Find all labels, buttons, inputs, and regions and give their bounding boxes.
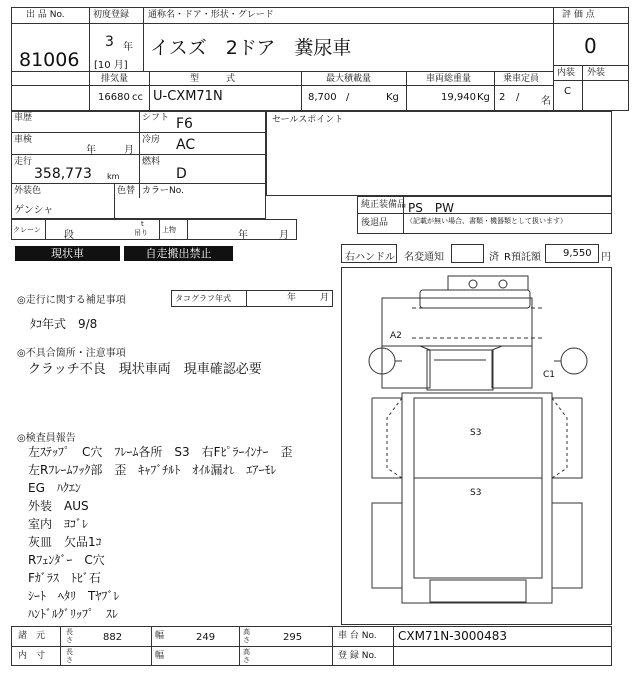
mileage-unit: km: [107, 172, 120, 181]
capacity-slash: /: [516, 92, 520, 103]
damage-mark: C1: [543, 370, 556, 380]
inspector-line: 外装 AUS: [28, 499, 89, 513]
capacity-value: 2: [499, 92, 506, 103]
lot-number: 81006: [19, 49, 80, 71]
interior-label: 内装: [557, 68, 576, 78]
height-label: 高さ: [243, 628, 250, 644]
month-value: [10 月]: [94, 60, 128, 71]
fuel-value: D: [176, 166, 187, 182]
upper-label: 上物: [162, 226, 176, 234]
height-value: 295: [283, 632, 303, 643]
defect-title: ◎不具合箇所・注意事項: [17, 348, 126, 359]
chassis-label: 車 台 No.: [338, 631, 377, 641]
load-slash: /: [346, 92, 350, 103]
color-code-label: カラーNo.: [142, 186, 184, 196]
inspection-year-unit: 年: [86, 145, 96, 156]
inspection-label: 車検: [14, 135, 33, 145]
inspector-line: 左Rﾌﾚｰﾑﾌｯｸ部 歪 ｷｬﾌﾞﾁﾙﾄ ｵｲﾙ漏れ ｴｱｰﾓﾚ: [28, 463, 277, 477]
load-value: 8,700: [308, 92, 337, 103]
recycle-label: R預託額: [504, 252, 541, 263]
inspection-month-unit: 月: [124, 145, 134, 156]
ac-label: 冷房: [142, 135, 161, 145]
inspector-line: ﾊﾝﾄﾞﾙｸﾞﾘｯﾌﾟ ｽﾚ: [28, 607, 119, 621]
color-no-label: 色替: [117, 186, 136, 196]
width-label: 幅: [155, 631, 165, 641]
inner-width-label: 幅: [155, 651, 165, 661]
registration-label: 登 録 No.: [338, 651, 377, 661]
running-note: ﾀｺ年式 9/8: [30, 317, 98, 331]
load-unit: Kg: [386, 92, 399, 103]
capacity-label: 乗車定員: [503, 74, 540, 84]
vehicle-name: イスズ 2ドア 糞尿車: [150, 37, 352, 59]
upper-year-unit: 年: [238, 230, 248, 241]
truck-diagram: [341, 267, 612, 625]
crane-ton-unit: 吊り: [134, 229, 148, 237]
mileage-label: 走行: [14, 157, 33, 167]
model-value: U-CXM71N: [153, 89, 223, 104]
tachograph-label: タコグラフ年式: [175, 294, 231, 303]
ac-value: AC: [176, 137, 196, 153]
displacement-label: 排気量: [101, 74, 129, 84]
model-label: 型 式: [190, 74, 236, 84]
inner-length-label: 長さ: [66, 648, 73, 664]
right-handle-label: 右ハンドル: [345, 252, 395, 263]
equipment-value: PS PW: [408, 201, 454, 215]
recycle-value: 9,550: [563, 248, 592, 259]
year-value: 3: [105, 34, 114, 50]
inspector-line: EG ﾊｸｴﾝ: [28, 481, 81, 495]
name-change-label: 名変通知: [404, 252, 444, 263]
first-reg-label: 初度登録: [93, 10, 130, 20]
inspector-title: ◎検査員報告: [17, 433, 76, 444]
truck-outline-icon: [342, 268, 611, 624]
recycle-prefix: 済: [489, 252, 499, 263]
inner-label: 内 寸: [18, 651, 46, 661]
self-drive-banned-badge: 自走搬出禁止: [124, 246, 233, 261]
inspector-line: Fｶﾞﾗｽ ﾄﾋﾞ石: [28, 571, 101, 585]
load-label: 最大積載量: [326, 74, 372, 84]
shoshu-label: 諸 元: [18, 631, 46, 641]
displacement-value: 16680: [98, 92, 130, 103]
rating-label: 評 価 点: [562, 10, 595, 20]
inspector-line: 室内 ﾖｺﾞﾚ: [28, 517, 89, 531]
gross-unit: Kg: [477, 92, 490, 103]
rating-value: 0: [584, 34, 597, 58]
running-title: ◎走行に関する補足事項: [17, 295, 126, 306]
inspector-line: 左ｽﾃｯﾌﾟ C穴 ﾌﾚｰﾑ各所 S3 右Fﾋﾟﾗｰｲﾝﾅｰ 歪: [28, 445, 293, 459]
year-unit: 年: [123, 42, 133, 53]
length-label: 長さ: [66, 628, 73, 644]
crane-label: クレーン: [13, 226, 41, 234]
aftermarket-note: （記載が無い場合、書類・機器類として扱います）: [406, 217, 567, 225]
tachograph-month: 月: [320, 293, 330, 303]
inner-height-label: 高さ: [243, 648, 250, 664]
shift-label: シフト: [142, 113, 170, 123]
color-value: ゲンシャ: [14, 205, 54, 216]
inspector-line: Rﾌｪﾝﾀﾞｰ C穴: [28, 553, 105, 567]
lot-label: 出 品 No.: [26, 10, 65, 20]
capacity-unit: 名: [541, 96, 551, 107]
upper-month-unit: 月: [279, 230, 289, 241]
name-change-box: [451, 244, 484, 263]
defect-note: クラッチ不良 現状車両 現車確認必要: [28, 362, 262, 377]
mileage-value: 358,773: [34, 166, 92, 182]
interior-grade: C: [564, 86, 571, 97]
damage-mark: S3: [470, 428, 482, 438]
crane-ton-top: t: [141, 220, 144, 228]
color-label: 外装色: [14, 186, 42, 196]
width-value: 249: [196, 632, 216, 643]
chassis-value: CXM71N-3000483: [398, 629, 507, 643]
aftermarket-label: 後退品: [361, 218, 389, 228]
history-label: 車歴: [14, 113, 33, 123]
gross-label: 車両総重量: [426, 74, 472, 84]
current-car-badge: 現状車: [15, 246, 120, 261]
recycle-unit: 円: [601, 252, 611, 263]
exterior-label: 外装: [587, 68, 606, 78]
crane-step-unit: 段: [64, 230, 74, 241]
inspector-line: ｼｰﾄ ﾍﾀﾘ Tﾔﾌﾞﾚ: [28, 589, 120, 603]
fuel-label: 燃料: [142, 157, 161, 167]
damage-mark: S3: [470, 488, 482, 498]
shift-value: F6: [176, 116, 193, 132]
sales-point-label: セールスポイント: [272, 115, 344, 125]
crane-box: [11, 219, 297, 240]
name-label: 通称名・ドア・形状・グレード: [148, 10, 274, 20]
damage-mark: A2: [390, 331, 402, 341]
gross-value: 19,940: [441, 92, 476, 103]
length-value: 882: [103, 632, 123, 643]
displacement-unit: cc: [132, 92, 143, 103]
equipment-label: 純正装備品: [361, 200, 407, 210]
inspector-line: 灰皿 欠品1ｺ: [28, 535, 102, 549]
tachograph-year: 年: [287, 293, 297, 303]
